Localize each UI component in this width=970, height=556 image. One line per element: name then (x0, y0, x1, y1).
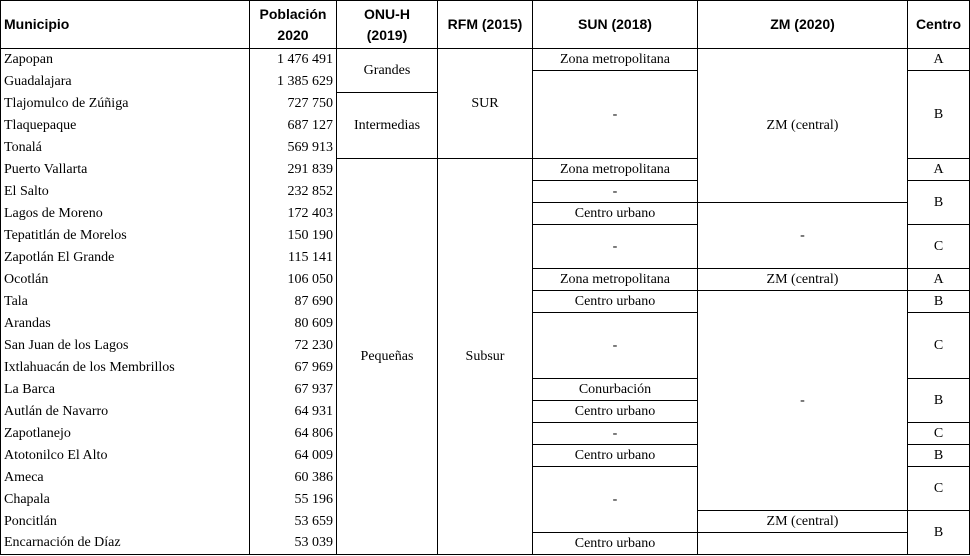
header-row (1, 1, 970, 49)
header-poblacion-line1: Población (259, 5, 327, 22)
header-poblacion (250, 1, 337, 49)
sun-cell: Centro urbano (533, 203, 698, 225)
municipio-cell: Tlaquepaque (1, 115, 250, 137)
zm-cell: - (698, 203, 908, 269)
sun-cell: - (533, 423, 698, 445)
centro-cell: C (908, 467, 970, 511)
sun-cell: Zona metropolitana (533, 159, 698, 181)
onuh-cell: Grandes (337, 49, 438, 93)
header-sun: SUN (2018) (533, 1, 698, 49)
sun-cell: - (533, 467, 698, 533)
municipio-cell: La Barca (1, 379, 250, 401)
poblacion-cell: 232 852 (250, 181, 337, 203)
centro-cell: B (908, 291, 970, 313)
zm-cell (698, 533, 908, 555)
sun-cell: Conurbación (533, 379, 698, 401)
zm-cell: - (698, 291, 908, 511)
centro-cell: B (908, 379, 970, 423)
poblacion-cell: 291 839 (250, 159, 337, 181)
header-centro: Centro (908, 1, 970, 49)
zm-cell: ZM (central) (698, 49, 908, 203)
municipio-cell: Ameca (1, 467, 250, 489)
header-poblacion-line2: 2020 (277, 26, 309, 43)
onuh-cell: Intermedias (337, 93, 438, 159)
sun-cell: Centro urbano (533, 445, 698, 467)
poblacion-cell: 569 913 (250, 137, 337, 159)
poblacion-cell: 687 127 (250, 115, 337, 137)
poblacion-cell: 80 609 (250, 313, 337, 335)
municipio-cell: Atotonilco El Alto (1, 445, 250, 467)
municipio-cell: Ixtlahuacán de los Membrillos (1, 357, 250, 379)
rfm-cell: Subsur (438, 159, 533, 555)
rfm-cell: SUR (438, 49, 533, 159)
header-zm: ZM (2020) (698, 1, 908, 49)
centro-cell: A (908, 49, 970, 71)
poblacion-cell: 53 659 (250, 511, 337, 533)
municipio-cell: Autlán de Navarro (1, 401, 250, 423)
header-onuh-line2: (2019) (366, 26, 408, 43)
sun-cell: Centro urbano (533, 533, 698, 555)
centro-cell: C (908, 313, 970, 379)
centro-cell: A (908, 159, 970, 181)
centro-cell: B (908, 511, 970, 555)
sun-cell: Zona metropolitana (533, 269, 698, 291)
municipio-cell: Ocotlán (1, 269, 250, 291)
poblacion-cell: 64 009 (250, 445, 337, 467)
poblacion-cell: 87 690 (250, 291, 337, 313)
sun-cell: - (533, 71, 698, 159)
sun-cell: Centro urbano (533, 401, 698, 423)
poblacion-cell: 72 230 (250, 335, 337, 357)
municipio-cell: San Juan de los Lagos (1, 335, 250, 357)
poblacion-cell: 67 937 (250, 379, 337, 401)
centro-cell: C (908, 423, 970, 445)
zm-cell: ZM (central) (698, 269, 908, 291)
onuh-cell: Pequeñas (337, 159, 438, 555)
municipio-cell: Tala (1, 291, 250, 313)
zm-cell: ZM (central) (698, 511, 908, 533)
sun-cell: Zona metropolitana (533, 49, 698, 71)
centro-cell: B (908, 181, 970, 225)
header-rfm: RFM (2015) (438, 1, 533, 49)
municipio-cell: El Salto (1, 181, 250, 203)
sun-cell: - (533, 181, 698, 203)
poblacion-cell: 60 386 (250, 467, 337, 489)
sun-cell: - (533, 225, 698, 269)
municipio-cell: Zapotlán El Grande (1, 247, 250, 269)
header-municipio: Municipio (1, 1, 250, 49)
sun-cell: Centro urbano (533, 291, 698, 313)
centro-cell: B (908, 71, 970, 159)
municipio-cell: Arandas (1, 313, 250, 335)
poblacion-cell: 150 190 (250, 225, 337, 247)
poblacion-cell: 727 750 (250, 93, 337, 115)
poblacion-cell: 172 403 (250, 203, 337, 225)
poblacion-cell: 1 385 629 (250, 71, 337, 93)
poblacion-cell: 53 039 (250, 533, 337, 555)
municipio-cell: Tepatitlán de Morelos (1, 225, 250, 247)
sun-cell: - (533, 313, 698, 379)
municipio-cell: Lagos de Moreno (1, 203, 250, 225)
municipio-cell: Guadalajara (1, 71, 250, 93)
poblacion-cell: 64 931 (250, 401, 337, 423)
header-onuh-line1: ONU-H (364, 5, 410, 22)
municipio-cell: Zapopan (1, 49, 250, 71)
poblacion-cell: 106 050 (250, 269, 337, 291)
municipio-cell: Chapala (1, 489, 250, 511)
municipio-cell: Zapotlanejo (1, 423, 250, 445)
table-row (1, 49, 970, 71)
municipio-cell: Tlajomulco de Zúñiga (1, 93, 250, 115)
municipio-cell: Tonalá (1, 137, 250, 159)
centro-cell: B (908, 445, 970, 467)
municipio-cell: Poncitlán (1, 511, 250, 533)
centro-cell: A (908, 269, 970, 291)
municipio-cell: Puerto Vallarta (1, 159, 250, 181)
centro-cell: C (908, 225, 970, 269)
poblacion-cell: 1 476 491 (250, 49, 337, 71)
poblacion-cell: 115 141 (250, 247, 337, 269)
poblacion-cell: 67 969 (250, 357, 337, 379)
header-onuh (337, 1, 438, 49)
municipio-cell: Encarnación de Díaz (1, 533, 250, 555)
poblacion-cell: 64 806 (250, 423, 337, 445)
poblacion-cell: 55 196 (250, 489, 337, 511)
